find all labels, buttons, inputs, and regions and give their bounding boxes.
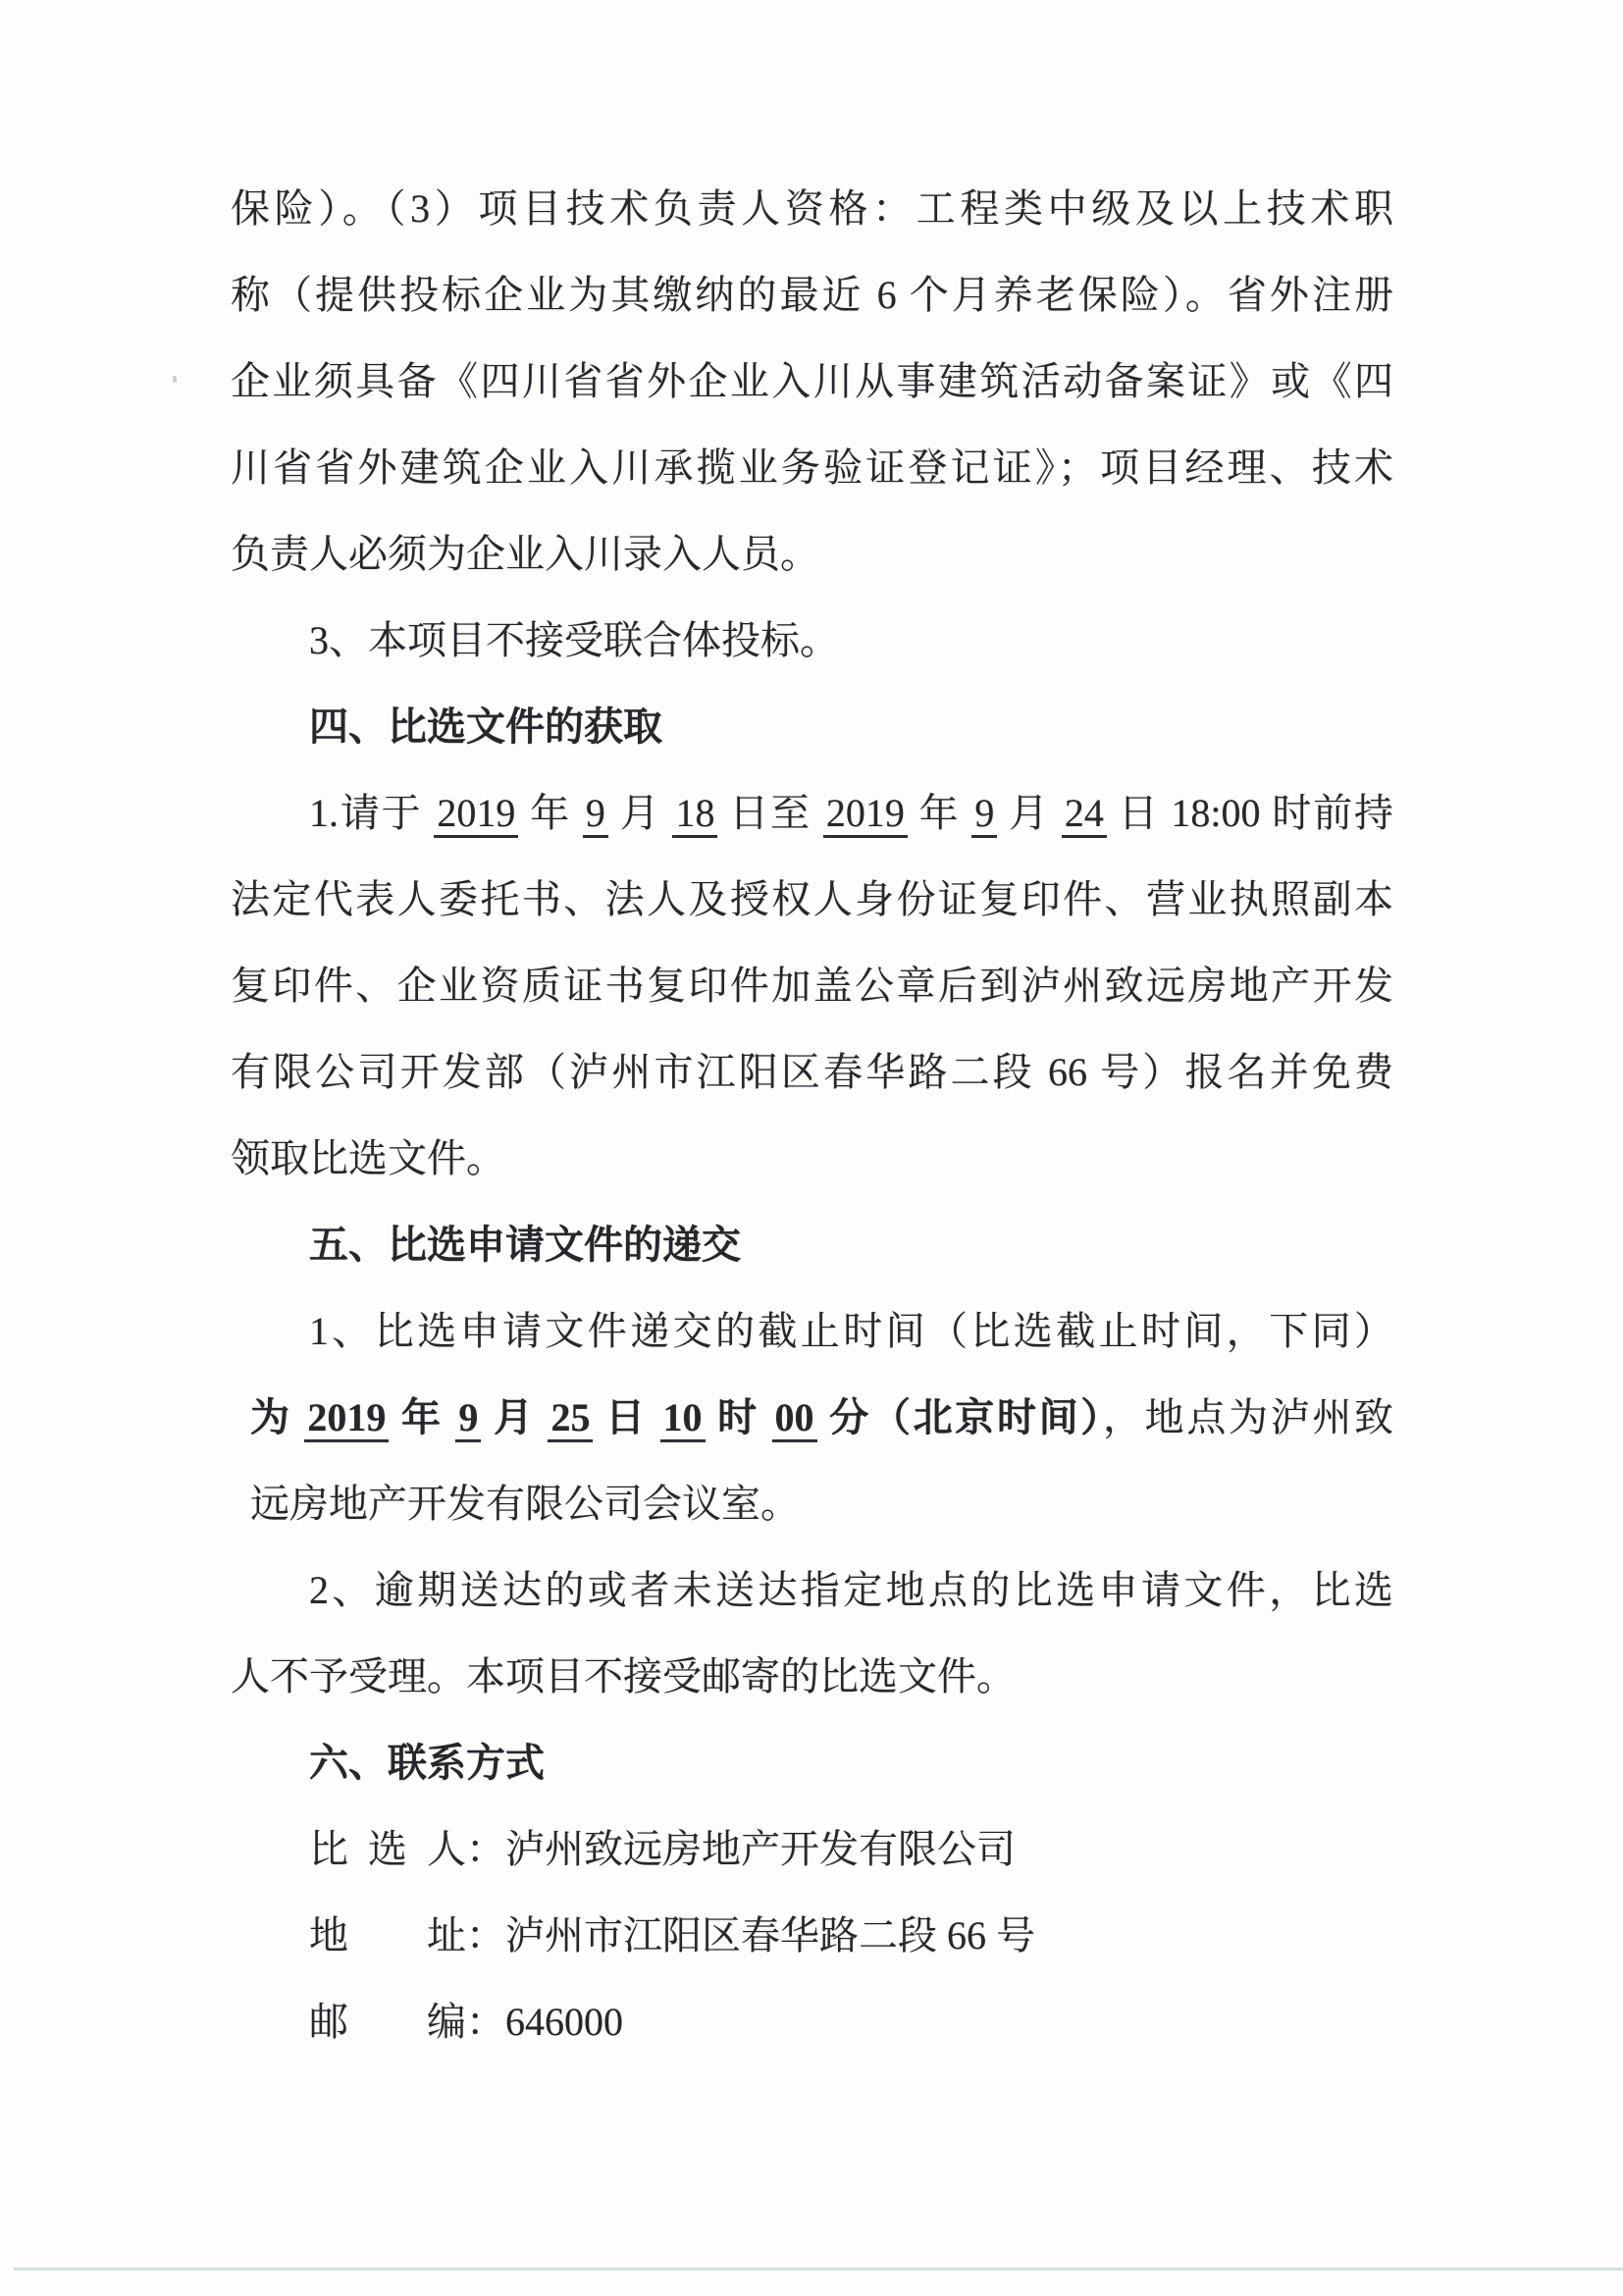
text-segment: 日 18:00 时前持: [1106, 791, 1394, 835]
doc-line: [231, 1029, 1393, 1116]
doc-line: [231, 511, 1393, 598]
doc-line: [231, 1720, 1393, 1806]
text-segment: 川省省外建筑企业入川承揽业务验证登记证》；项目经理、技术: [231, 445, 1393, 490]
text-segment: 9: [971, 791, 997, 838]
text-segment: 负责人必须为企业入川录入人员。: [231, 532, 819, 576]
text-segment: 时: [705, 1395, 772, 1439]
text-segment: 18: [672, 791, 717, 838]
text-segment: 远房地产开发有限公司会议室。: [250, 1482, 800, 1526]
text-segment: 日: [593, 1395, 660, 1439]
scan-artifact-line: [14, 2268, 1623, 2270]
text-segment: 领取比选文件。: [231, 1136, 505, 1180]
doc-line: [231, 857, 1393, 943]
contact-label: 比选人: [309, 1827, 466, 1871]
doc-line: [231, 684, 1393, 770]
text-segment: 月: [607, 791, 673, 835]
text-segment: 复印件、企业资质证书复印件加盖公章后到泸州致远房地产开发: [231, 964, 1393, 1008]
doc-line: [231, 1375, 1393, 1461]
text-segment: 六、联系方式: [309, 1741, 545, 1785]
doc-line: [231, 1461, 1393, 1547]
text-segment: 人不予受理。本项目不接受邮寄的比选文件。: [231, 1654, 1016, 1698]
text-segment: 企业须具备《四川省省外企业入川从事建筑活动备案证》或《四: [231, 359, 1393, 403]
text-segment: 分（北京时间）: [816, 1395, 1103, 1439]
text-segment: 法定代表人委托书、法人及授权人身份证复印件、营业执照副本: [231, 877, 1393, 921]
text-segment: ：泸州市江阳区春华路二段 66 号: [466, 1913, 1035, 1957]
text-segment: 月: [481, 1395, 549, 1439]
text-segment: ：646000: [466, 2000, 623, 2044]
doc-line: [231, 1806, 1393, 1893]
text-segment: 年: [389, 1395, 456, 1439]
doc-line: [231, 252, 1393, 339]
text-segment: 3、本项目不接受联合体投标。: [309, 618, 839, 662]
text-segment: 10: [660, 1395, 706, 1442]
doc-line: [231, 425, 1393, 511]
doc-line: [231, 166, 1393, 252]
doc-line: [231, 598, 1393, 684]
doc-line: [231, 339, 1393, 425]
text-segment: 日至: [717, 791, 823, 835]
text-segment: 称（提供投标企业为其缴纳的最近 6 个月养老保险）。省外注册: [231, 273, 1393, 317]
doc-line: [231, 1288, 1393, 1375]
doc-line: [231, 1116, 1393, 1202]
doc-line: [231, 1202, 1393, 1288]
text-segment: 四、比选文件的获取: [309, 704, 662, 749]
text-segment: 年: [907, 791, 972, 835]
text-segment: 2、逾期送达的或者未送达指定地点的比选申请文件，比选: [309, 1568, 1393, 1612]
text-segment: 2019: [434, 791, 518, 838]
doc-line: [231, 1547, 1393, 1634]
text-segment: 保险）。（3）项目技术负责人资格：工程类中级及以上技术职: [231, 186, 1393, 231]
text-segment: 月: [997, 791, 1062, 835]
text-segment: 1、比选申请文件递交的截止时间（比选截止时间，下同）: [309, 1309, 1393, 1353]
text-segment: 2019: [304, 1395, 389, 1442]
text-segment: 2019: [823, 791, 908, 838]
text-segment: 25: [548, 1395, 593, 1442]
text-segment: 24: [1062, 791, 1107, 838]
contact-label: 邮编: [309, 2000, 466, 2044]
text-segment: ，地点为泸州致: [1102, 1395, 1394, 1439]
doc-line: [231, 1979, 1393, 2065]
text-segment: 9: [455, 1395, 481, 1442]
text-segment: 00: [772, 1395, 817, 1442]
text-segment: ：泸州致远房地产开发有限公司: [466, 1827, 1016, 1871]
doc-line: [231, 943, 1393, 1029]
scan-speck: [173, 376, 177, 383]
contact-label: 地址: [309, 1913, 466, 1957]
text-segment: 1.请于: [309, 791, 435, 835]
text-segment: 为: [250, 1395, 305, 1439]
text-segment: 有限公司开发部（泸州市江阳区春华路二段 66 号）报名并免费: [231, 1050, 1393, 1094]
doc-line: [231, 1634, 1393, 1720]
doc-line: [231, 770, 1393, 857]
text-segment: 年: [518, 791, 583, 835]
text-segment: 9: [583, 791, 608, 838]
document-body: [231, 166, 1393, 2065]
doc-line: [231, 1893, 1393, 1979]
text-segment: 五、比选申请文件的递交: [309, 1223, 741, 1267]
